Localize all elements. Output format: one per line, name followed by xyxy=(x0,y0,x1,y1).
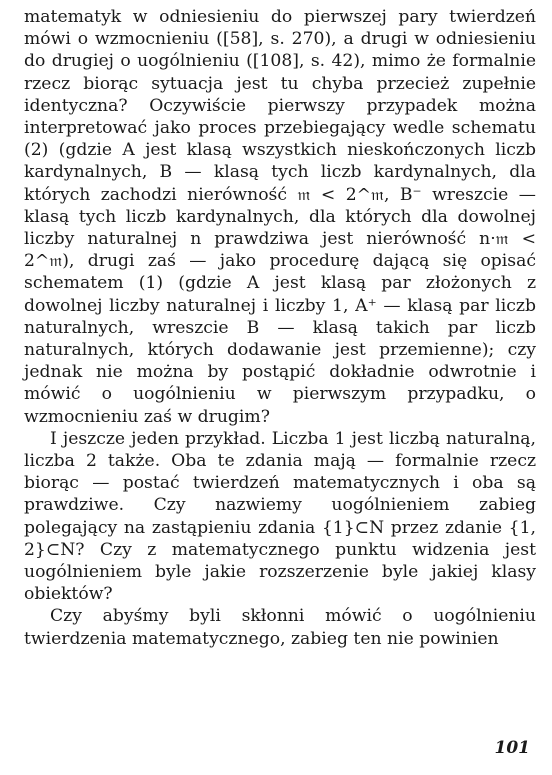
paragraph-1: matematyk w odniesieniu do pierwszej pary twierdzeń mówi o wzmocnieniu ([58], s. 270), a drugi w odniesieniu do drugiej o uogólnieniu ([108], s. 42), mimo że formalnie rzecz biorąc sytuacja jest tu chyba przecież zupełnie identyczna? Oczywiście pierwszy przypadek można interpretować jako proces przebiegający wedle schematu (2) (gdzie A jest klasą wszystkich nieskończonych liczb kardynalnych, B — klasą tych liczb kardynalnych, dla których zachodzi nierówność 𝔪 < 2^𝔪, B⁻ wreszcie — klasą tych liczb kardynalnych, dla których dla dowolnej liczby naturalnej n prawdziwa jest nierówność n·𝔪 < 2^𝔪), drugi zaś — jako procedurę dającą się opisać schematem (1) (gdzie A jest klasą par złożonych z dowolnej liczby naturalnej i liczby 1, A⁺ — klasą par liczb naturalnych, wreszcie B — klasą takich par liczb naturalnych, których dodawanie jest przemienne); czy jednak nie można by postąpić dokładnie odwrotnie i mówić o uogólnieniu w pierwszym przypadku, o wzmocnieniu zaś w drugim? xyxy=(24,7,536,427)
page-number: 101 xyxy=(494,738,530,758)
page-body xyxy=(24,6,536,650)
paragraph-2: I jeszcze jeden przykład. Liczba 1 jest liczbą naturalną, liczba 2 także. Oba te zdania mają — formalnie rzecz biorąc — postać twierdzeń matematycznych i oba są prawdziwe. Czy nazwiemy uogólnieniem zabieg polegający na zastąpieniu zdania {1}⊂N przez zdanie {1, 2}⊂N? Czy z matematycznego punktu widzenia jest uogólnieniem byle jakie rozszerzenie byle jakiej klasy obiektów? xyxy=(24,428,536,605)
paragraph-3: Czy abyśmy byli skłonni mówić o uogólnieniu twierdzenia matematycznego, zabieg ten nie powinien xyxy=(24,606,536,649)
